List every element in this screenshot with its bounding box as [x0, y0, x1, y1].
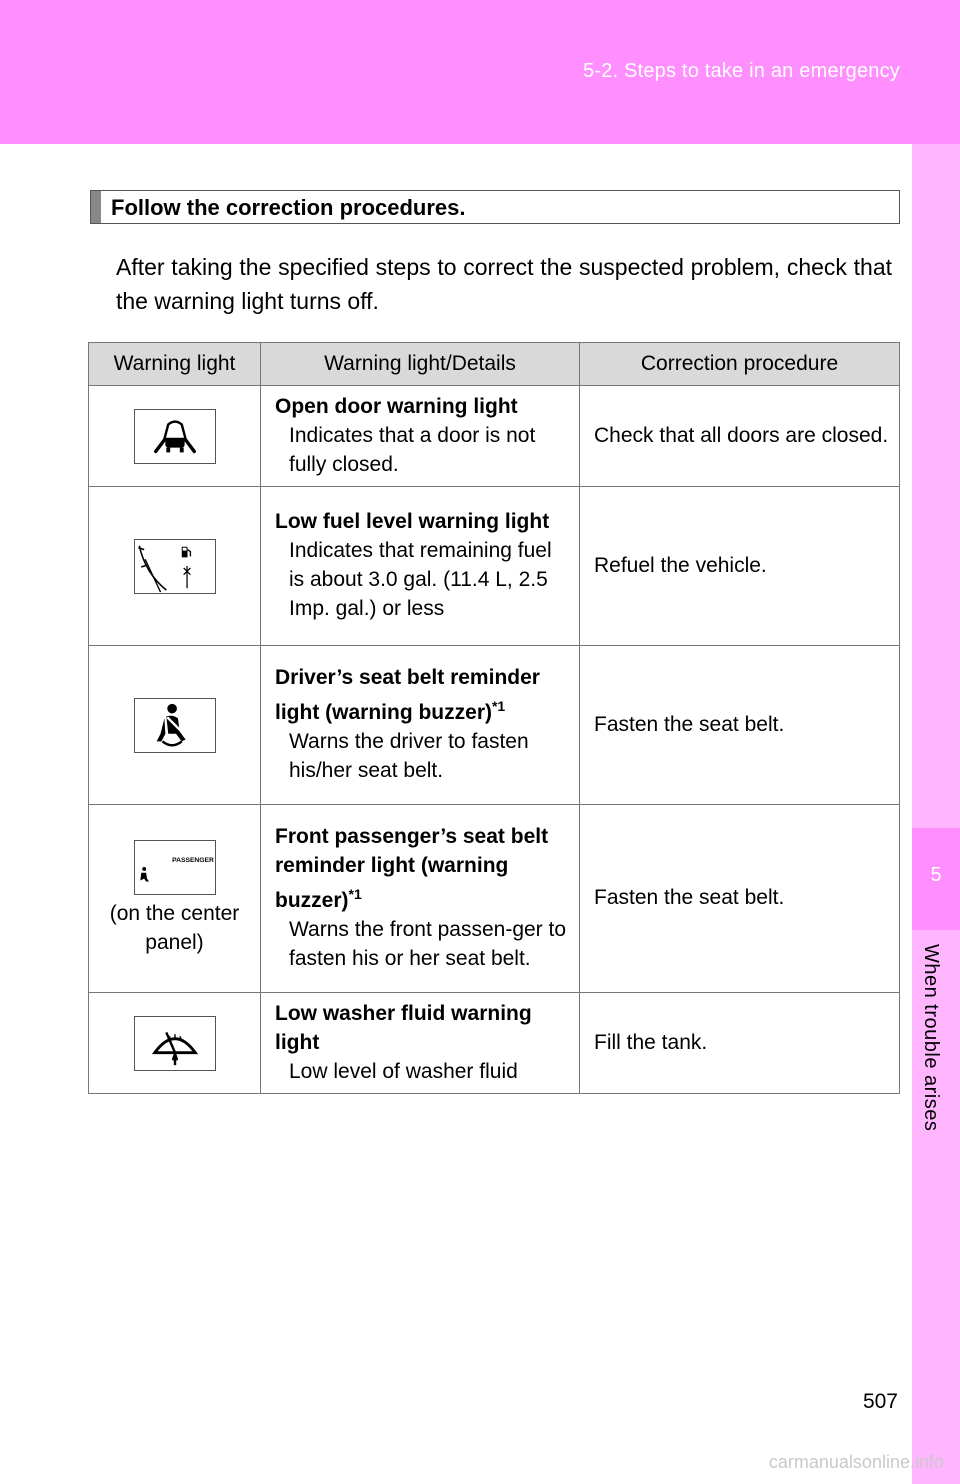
table-row [89, 993, 900, 1094]
warning-light-table [88, 342, 900, 1094]
correction-cell: Refuel the vehicle. [580, 487, 900, 646]
detail-title: Front passenger’s seat belt reminder light (warning buzzer)$^{*1}$ [275, 825, 549, 912]
driver-seat-belt-icon [134, 698, 216, 753]
section-heading-text: Follow the correction procedures. [111, 195, 466, 220]
table-row [89, 646, 900, 805]
icon-cell [89, 993, 261, 1094]
header-correction: Correction procedure [580, 343, 900, 386]
icon-cell [89, 386, 261, 487]
detail-description: Warns the front passen-ger to fasten his or her seat belt. [289, 918, 567, 970]
header-warning-light: Warning light [89, 343, 261, 386]
footnote-mark: *1 [348, 886, 362, 902]
correction-cell: Fill the tank. [580, 993, 900, 1094]
icon-cell [89, 805, 261, 993]
table-row [89, 487, 900, 646]
section-heading [90, 190, 900, 224]
correction-cell: Fasten the seat belt. [580, 646, 900, 805]
low-washer-fluid-icon [134, 1016, 216, 1071]
detail-title: Open door warning light [275, 394, 518, 418]
open-door-warning-icon [134, 409, 216, 464]
header-details: Warning light/Details [261, 343, 580, 386]
passenger-label: PASSENGER [171, 857, 214, 865]
icon-cell [89, 646, 261, 805]
icon-location-note: (on the center panel) [109, 902, 240, 954]
chapter-number: 5 [930, 864, 942, 886]
detail-title: Low washer fluid warning light [275, 1001, 532, 1054]
intro-paragraph: After taking the specified steps to correct the suspected problem, check that the warning light turns off. [116, 254, 892, 314]
detail-description: Indicates that a door is not fully closed. [289, 423, 536, 476]
details-cell [261, 386, 580, 487]
icon-cell [89, 487, 261, 646]
side-strip [912, 144, 960, 1484]
chapter-label: When trouble arises [920, 944, 942, 1132]
details-cell [261, 487, 580, 646]
watermark: carmanualsonline.info [768, 1452, 944, 1472]
detail-title: Low fuel level warning light [275, 510, 550, 533]
detail-description: Warns the driver to fasten his/her seat belt. [289, 730, 529, 782]
detail-description: Indicates that remaining fuel is about 3.0 gal. (11.4 L, 2.5 Imp. gal.) or less [289, 539, 552, 620]
details-cell [261, 805, 580, 993]
page-number: 507 [862, 1390, 898, 1413]
running-header: 5-2. Steps to take in an emergency [583, 60, 900, 82]
details-cell [261, 993, 580, 1094]
table-row [89, 386, 900, 487]
table-row [89, 805, 900, 993]
low-fuel-warning-icon [134, 539, 216, 594]
correction-cell: Check that all doors are closed. [580, 386, 900, 487]
passenger-seat-belt-icon [134, 840, 216, 895]
correction-cell: Fasten the seat belt. [580, 805, 900, 993]
details-cell [261, 646, 580, 805]
section-heading-bar [91, 191, 101, 223]
table-header-row [89, 343, 900, 386]
detail-description: Low level of washer fluid [289, 1059, 518, 1083]
footnote-mark: *1 [491, 698, 506, 714]
detail-title: Driver’s seat belt reminder light (warning buzzer)$^{*1}$ [275, 666, 540, 724]
